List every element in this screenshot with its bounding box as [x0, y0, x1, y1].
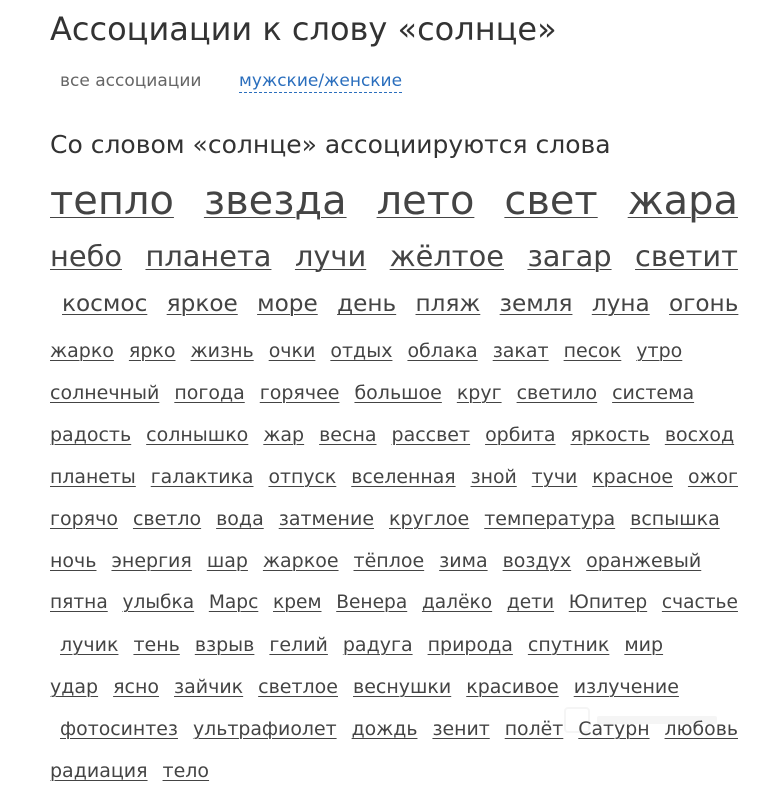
- association-word[interactable]: лучи: [294, 239, 367, 273]
- association-word[interactable]: оранжевый: [586, 550, 702, 572]
- association-word[interactable]: ночь: [50, 550, 97, 572]
- association-word[interactable]: взрыв: [194, 634, 255, 656]
- association-word[interactable]: Марс: [208, 592, 259, 613]
- association-word[interactable]: ожог: [687, 466, 738, 488]
- association-word[interactable]: яркость: [570, 424, 650, 446]
- association-word[interactable]: планета: [145, 239, 272, 273]
- association-word[interactable]: ярко: [128, 340, 176, 362]
- association-word[interactable]: небо: [50, 239, 122, 273]
- association-word[interactable]: утро: [636, 340, 683, 362]
- association-word[interactable]: яркое: [166, 290, 238, 317]
- association-word[interactable]: лето: [376, 178, 475, 224]
- association-word[interactable]: Сатурн: [578, 718, 650, 740]
- association-word[interactable]: затмение: [278, 508, 375, 530]
- association-word[interactable]: отпуск: [268, 466, 337, 488]
- association-word[interactable]: зной: [470, 466, 517, 488]
- association-word[interactable]: вспышка: [630, 508, 720, 530]
- association-word[interactable]: счастье: [661, 592, 738, 613]
- view-tabs: [50, 70, 740, 98]
- association-word[interactable]: энергия: [111, 550, 192, 572]
- tab-gender-associations[interactable]: мужские/женские: [239, 71, 403, 91]
- association-word[interactable]: закат: [492, 340, 549, 362]
- association-word[interactable]: тёплое: [353, 550, 425, 572]
- association-word[interactable]: тепло: [50, 178, 174, 224]
- watermark-logo: [563, 706, 723, 734]
- association-word[interactable]: радость: [50, 424, 132, 446]
- association-word[interactable]: звезда: [203, 178, 347, 224]
- association-word[interactable]: жара: [627, 178, 738, 224]
- page-title: Ассоциации к слову «солнце»: [50, 10, 557, 48]
- association-word[interactable]: температура: [484, 508, 616, 530]
- association-word[interactable]: спутник: [527, 634, 610, 656]
- association-word[interactable]: ясно: [113, 676, 160, 698]
- association-word[interactable]: улыбка: [122, 592, 195, 613]
- association-word[interactable]: излучение: [573, 676, 679, 698]
- association-word[interactable]: солнышко: [146, 424, 249, 446]
- association-word[interactable]: жаркое: [262, 550, 339, 572]
- association-word[interactable]: круг: [456, 382, 502, 404]
- association-word[interactable]: удар: [50, 676, 99, 698]
- association-word[interactable]: день: [337, 290, 397, 317]
- association-word[interactable]: природа: [427, 634, 513, 656]
- association-word[interactable]: загар: [527, 239, 612, 273]
- association-word[interactable]: дети: [506, 592, 555, 613]
- association-word[interactable]: тень: [133, 634, 180, 656]
- association-word[interactable]: крем: [273, 592, 322, 613]
- association-word[interactable]: рассвет: [391, 424, 471, 446]
- association-word[interactable]: полёт: [504, 718, 564, 740]
- association-word[interactable]: весна: [319, 424, 377, 446]
- association-word[interactable]: шар: [206, 550, 248, 572]
- association-word[interactable]: светло: [132, 508, 202, 530]
- association-word[interactable]: жёлтое: [389, 239, 504, 273]
- association-word[interactable]: ультрафиолет: [192, 718, 337, 740]
- association-word[interactable]: гелий: [269, 634, 328, 656]
- association-word[interactable]: светит: [635, 239, 738, 273]
- association-word[interactable]: солнечный: [50, 382, 160, 404]
- association-word[interactable]: жар: [263, 424, 305, 446]
- association-word[interactable]: система: [612, 382, 695, 404]
- association-word[interactable]: радиация: [50, 760, 148, 782]
- association-word[interactable]: жизнь: [190, 340, 254, 362]
- association-word[interactable]: зима: [439, 550, 488, 572]
- association-word[interactable]: горячо: [50, 508, 118, 530]
- association-word[interactable]: зенит: [432, 718, 490, 740]
- association-word[interactable]: любовь: [664, 718, 738, 740]
- association-word[interactable]: светило: [516, 382, 598, 404]
- association-word[interactable]: далёко: [421, 592, 493, 613]
- association-word[interactable]: светлое: [258, 676, 338, 698]
- section-heading: Со словом «солнце» ассоциируются слова: [50, 130, 611, 159]
- association-word[interactable]: земля: [499, 290, 573, 317]
- association-word[interactable]: луна: [591, 290, 650, 317]
- association-word[interactable]: планеты: [50, 466, 136, 488]
- association-word[interactable]: отдых: [330, 340, 393, 362]
- association-word[interactable]: веснушки: [353, 676, 452, 698]
- association-word[interactable]: космос: [62, 290, 148, 317]
- association-word[interactable]: воздух: [502, 550, 572, 572]
- association-word[interactable]: радуга: [342, 634, 413, 656]
- association-word[interactable]: море: [257, 290, 318, 317]
- association-word[interactable]: дождь: [351, 718, 418, 740]
- association-word[interactable]: тело: [162, 760, 210, 782]
- association-word[interactable]: вселенная: [351, 466, 456, 488]
- association-word[interactable]: круглое: [389, 508, 470, 530]
- association-word[interactable]: Юпитер: [568, 592, 648, 613]
- tab-all-associations[interactable]: все ассоциации: [60, 71, 202, 91]
- association-word[interactable]: погода: [174, 382, 245, 404]
- association-word[interactable]: галактика: [150, 466, 254, 488]
- association-word[interactable]: облака: [407, 340, 478, 362]
- association-word[interactable]: горячее: [259, 382, 340, 404]
- association-word[interactable]: лучик: [60, 634, 119, 656]
- association-word[interactable]: свет: [504, 178, 598, 224]
- association-word[interactable]: красивое: [466, 676, 559, 698]
- association-word[interactable]: большое: [354, 382, 442, 404]
- association-word[interactable]: очки: [268, 340, 316, 362]
- association-word[interactable]: красное: [592, 466, 674, 488]
- association-word[interactable]: восход: [664, 424, 735, 446]
- association-word[interactable]: пляж: [415, 290, 481, 317]
- association-word[interactable]: Венера: [336, 592, 408, 613]
- association-word[interactable]: пятна: [50, 592, 108, 613]
- association-word[interactable]: песок: [563, 340, 622, 362]
- association-word[interactable]: вода: [216, 508, 264, 530]
- association-word[interactable]: фотосинтез: [60, 718, 178, 740]
- association-word[interactable]: тучи: [531, 466, 578, 488]
- association-word[interactable]: зайчик: [174, 676, 244, 698]
- association-word[interactable]: жарко: [50, 340, 114, 362]
- association-word[interactable]: огонь: [669, 290, 739, 317]
- association-word[interactable]: мир: [624, 634, 664, 656]
- association-word[interactable]: орбита: [485, 424, 556, 446]
